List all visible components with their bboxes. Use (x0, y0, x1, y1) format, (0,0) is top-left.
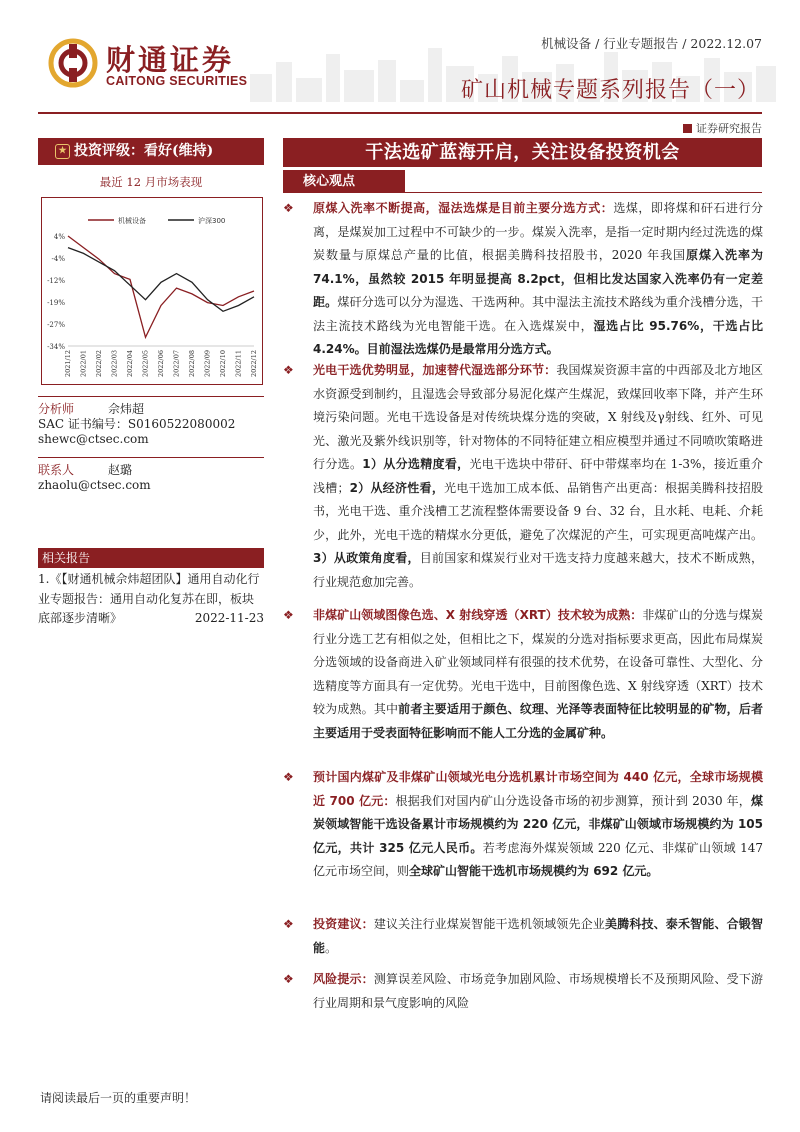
performance-line-chart (42, 198, 262, 384)
point-text: 建议关注行业煤炭智能干选机领域领先企业 (373, 917, 605, 931)
key-point-6 (283, 968, 763, 1015)
report-meta: 机械设备 / 行业专题报告 / 2022.12.07 (541, 36, 762, 51)
core-views-divider (283, 192, 762, 193)
report-series-title: 矿山机械专题系列报告（一） (460, 78, 760, 103)
diamond-bullet-icon: ❖ (283, 201, 294, 215)
analyst-block (38, 402, 264, 447)
x-tick-label: 2022/06 (157, 350, 165, 378)
y-tick-label: -12% (47, 277, 65, 285)
related-report-date: 2022-11-23 (194, 611, 264, 625)
diamond-bullet-icon: ❖ (283, 917, 294, 931)
key-point-3 (283, 604, 763, 745)
header-divider (38, 112, 762, 114)
investment-rating-bar (38, 138, 264, 165)
point-lead: 预计国内煤矿及非煤矿山领域光电分选机累计市场空间为 440 亿元，全球市场规模近 700 亿元： (313, 770, 763, 808)
x-tick-label: 2022/10 (219, 350, 227, 378)
market-performance-chart (41, 197, 263, 385)
key-point-2 (283, 359, 763, 594)
contact-email[interactable]: zhaolu@ctsec.com (38, 478, 151, 492)
point-text: 光电干选加工成本低、品销售产出更高：根据美腾科技招股书，光电干选、重介浅槽工艺流程整体需要设备 9 台、32 台，且水耗、电耗、介耗少，此外，光电干选的精煤水分更低，避免了次煤泥的产生，可实现更高吨煤产出。 (313, 480, 763, 542)
research-tag (683, 120, 762, 136)
point-emphasis: 全球矿山智能干选机市场规模约为 692 亿元。 (409, 864, 659, 878)
point-lead: 原煤入洗率不断提高，湿法选煤是目前主要分选方式： (313, 201, 614, 215)
point-emphasis: 前者主要适用于颜色、纹理、光泽等表面特征比较明显的矿物，后者主要适用于受表面特征影响而不能人工分选的金属矿种。 (313, 702, 763, 740)
key-point-5 (283, 913, 763, 960)
x-tick-label: 2022/08 (188, 350, 196, 378)
x-tick-label: 2022/05 (141, 350, 150, 378)
point-emphasis: 湿选占比 95.76%，干选占比 4.24%。目前湿法选煤仍是最常用分选方式。 (313, 318, 763, 356)
point-emphasis: 煤炭领域智能干选设备累计市场规模约为 220 亿元，非煤矿山领域市场规模约为 105 亿元，共计 325 亿元人民币。 (313, 793, 764, 855)
y-tick-label: 4% (53, 233, 65, 241)
diamond-bullet-icon: ❖ (283, 770, 294, 784)
y-tick-label: -34% (47, 343, 65, 351)
footer-disclaimer-note: 请阅读最后一页的重要声明！ (40, 1091, 197, 1105)
square-bullet-icon (683, 124, 692, 133)
point-lead: 风险提示： (313, 972, 374, 986)
x-tick-label: 2022/01 (79, 350, 88, 378)
x-tick-label: 2022/09 (203, 350, 212, 378)
point-text: 目前国家和煤炭行业对干选支持力度越来越大，技术不断成熟，行业规范愈加完善。 (313, 551, 763, 589)
point-emphasis: 3）从政策角度看， (313, 551, 420, 565)
point-lead: 非煤矿山领域图像色选、X 射线穿透（XRT）技术较为成熟： (313, 608, 643, 622)
analyst-name: 佘炜超 (108, 402, 145, 416)
contact-name: 赵璐 (108, 463, 133, 477)
y-tick-label: -4% (51, 255, 65, 263)
sidebar-divider (38, 396, 264, 397)
x-tick-label: 2022/07 (172, 350, 181, 378)
point-lead: 光电干选优势明显，加速替代湿选部分环节： (313, 363, 557, 377)
investment-rating-label: 投资评级：看好(维持) (74, 143, 214, 159)
x-tick-label: 2022/04 (126, 350, 134, 378)
y-tick-label: -27% (47, 321, 65, 329)
logo-english-name: CAITONG SECURITIES (106, 74, 248, 88)
point-lead: 投资建议： (313, 917, 374, 931)
analyst-email[interactable]: shewc@ctsec.com (38, 432, 149, 446)
logo-coin-icon (48, 38, 98, 88)
series-line (68, 236, 254, 337)
point-text: 非煤矿山的分选与煤炭行业分选工艺有相似之处，但相比之下，煤炭的分选对指标要求更高，因此布局煤炭分选领域的设备商进入矿业领域同样有很强的技术优势，在设备可靠性、大型化、分选精度等方面具有一定优势。光电干选中，目前图像色选、X 射线穿透（XRT）技术较为成熟。其中 (313, 608, 763, 716)
x-tick-label: 2022/11 (234, 350, 243, 378)
contact-block (38, 463, 264, 493)
point-text: 我国煤炭资源丰富的中西部及北方地区水资源受到制约，且湿选会导致部分易泥化煤产生煤泥，致煤回收率下降，并产生环境污染问题。光电干选设备是对传统块煤分选的突破，X 射线及γ射线、红外、可见光、激光及紫外线识别等，针对物体的不同特征建立相应模型并通过不同喷吹策略进行分选。 (313, 363, 763, 471)
legend-label: 机械设备 (118, 217, 146, 225)
sidebar-divider (38, 457, 264, 458)
point-text: 煤矸分选可以分为湿选、干选两种。其中湿法主流技术路线为重介浅槽分选，干法主流技术路线为光电智能干选。在入选煤炭中， (313, 295, 763, 333)
research-tag-label: 证券研究报告 (696, 122, 762, 135)
point-text: 若考虑海外煤炭领域 220 亿元、非煤矿山领域 147 亿元市场空间，则 (313, 840, 764, 878)
company-logo (48, 36, 248, 92)
analyst-sac-number: SAC 证书编号：S0160522080002 (38, 417, 236, 431)
x-tick-label: 2021/12 (64, 350, 72, 378)
related-report-item[interactable] (38, 570, 264, 629)
analyst-label: 分析师 (38, 402, 75, 416)
y-tick-label: -19% (47, 299, 65, 307)
point-text: 光电干选块中带矸、矸中带煤率均在 1-3%，接近重介浅槽； (313, 457, 763, 495)
point-text: 根据我们对国内矿山分选设备市场的初步测算，预计到 2030 年， (395, 793, 751, 808)
point-emphasis: 美腾科技、泰禾智能、合锻智能 (313, 917, 763, 955)
diamond-bullet-icon: ❖ (283, 972, 294, 986)
related-reports-header: 相关报告 (38, 548, 264, 568)
point-text: 。 (325, 940, 338, 955)
report-headline: 干法选矿蓝海开启，关注设备投资机会 (283, 138, 762, 167)
market-performance-caption: 最近 12 月市场表现 (99, 175, 203, 189)
key-point-1 (283, 197, 763, 362)
x-tick-label: 2022/02 (95, 350, 103, 378)
diamond-bullet-icon: ❖ (283, 363, 294, 377)
core-views-tab: 核心观点 (283, 170, 405, 193)
contact-label: 联系人 (38, 463, 75, 477)
diamond-bullet-icon: ❖ (283, 608, 294, 622)
point-emphasis: 原煤入洗率为 74.1%，虽然较 2015 年明显提高 8.2pct，但相比发达国家入洗率仍有一定差距。 (313, 248, 763, 309)
rating-badge-icon: ★ (55, 144, 70, 159)
related-report-title: 1.《【财通机械佘炜超团队】通用自动化行业专题报告：通用自动化复苏在即，板块底部逐步清晰》 (38, 572, 260, 625)
point-emphasis: 2）从经济性看， (349, 480, 445, 495)
x-tick-label: 2022/12 (250, 350, 258, 378)
logo-chinese-name: 财通证券 (106, 43, 235, 77)
point-text: 测算误差风险、市场竞争加剧风险、市场规模增长不及预期风险、受下游行业周期和景气度影响的风险 (313, 972, 763, 1010)
x-tick-label: 2022/03 (110, 350, 119, 378)
key-point-4 (283, 766, 763, 884)
point-text: 选煤，即将煤和矸石进行分离，是煤炭加工过程中不可缺少的一步。煤炭入洗率，是指一定时期内经过洗选的煤炭数量与原煤总产量的比值，根据美腾科技招股书，2020 年我国 (313, 201, 763, 262)
point-emphasis: 1）从分选精度看， (362, 457, 470, 471)
legend-label: 沪深300 (198, 217, 226, 225)
